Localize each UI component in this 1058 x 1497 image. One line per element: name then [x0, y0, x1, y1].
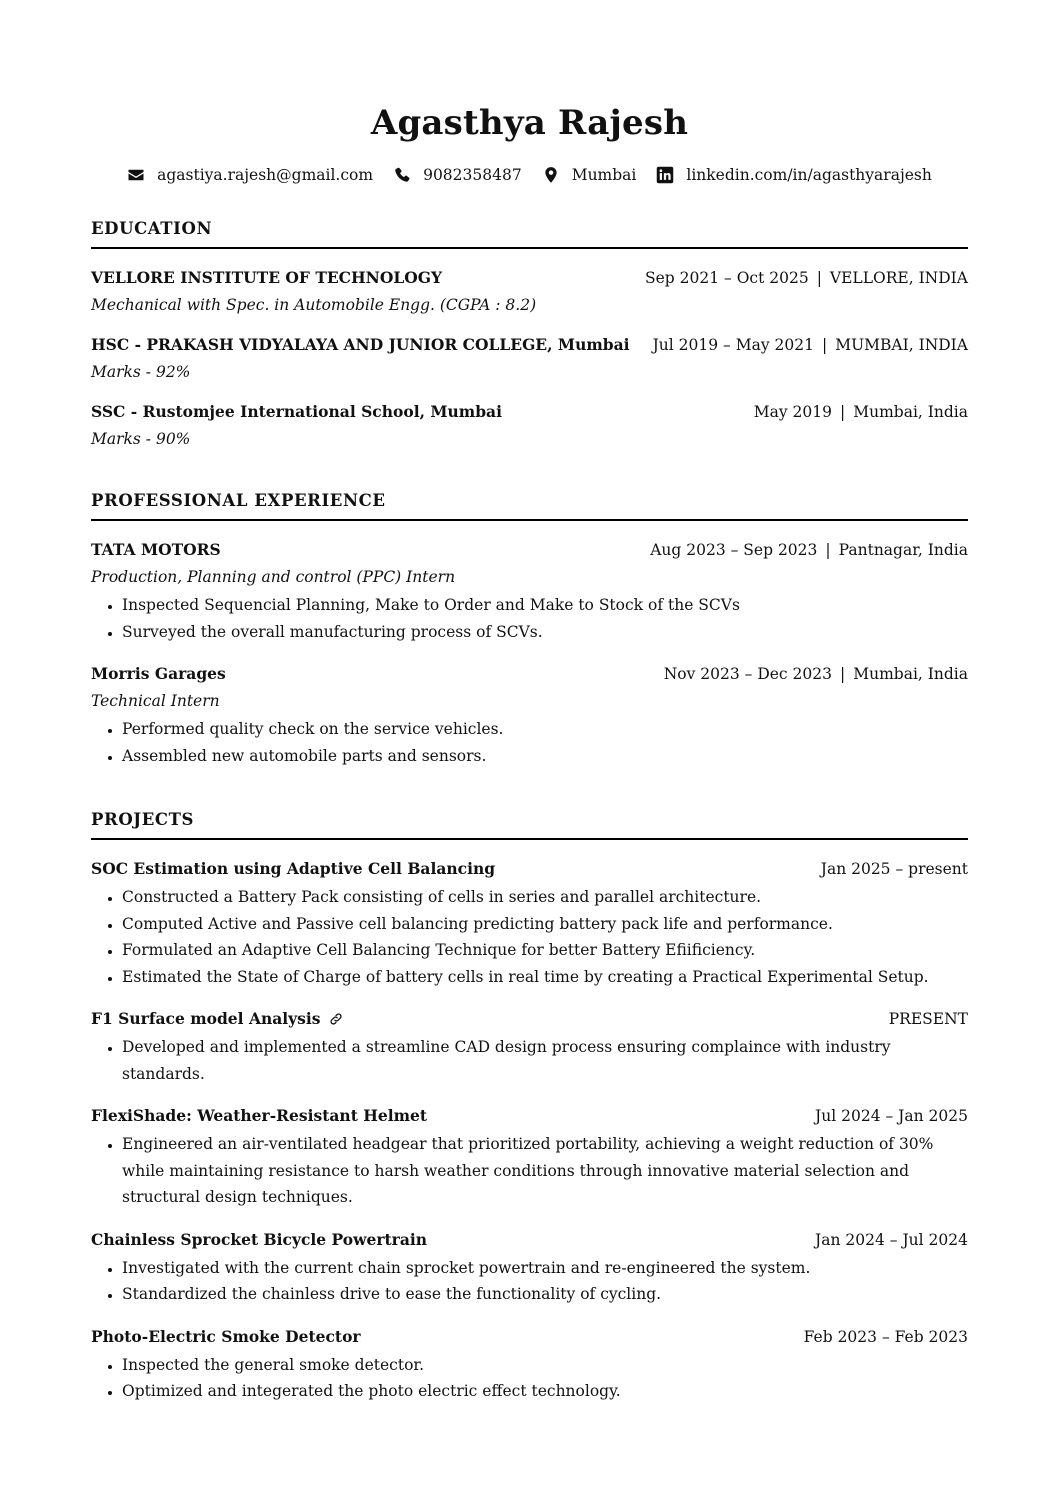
project-dates: Jan 2025 – present [820, 860, 968, 878]
contact-bar [91, 164, 968, 186]
list-item: • Formulated an Adaptive Cell Balancing Technique for better Battery Efiificiency. [122, 937, 968, 964]
project-bullets [91, 884, 968, 990]
experience-meta: Nov 2023 – Dec 2023 | Mumbai, India [663, 665, 968, 683]
education-meta: Jul 2019 – May 2021 | MUMBAI, INDIA [652, 336, 968, 354]
project-name: Photo-Electric Smoke Detector [91, 1326, 361, 1346]
list-item: • Assembled new automobile parts and sensors. [122, 743, 968, 770]
project-name: SOC Estimation using Adaptive Cell Balancing [91, 859, 496, 878]
project-dates: Jul 2024 – Jan 2025 [815, 1107, 968, 1125]
experience-role: Production, Planning and control (PPC) Intern [91, 568, 456, 586]
list-item: • Constructed a Battery Pack consisting of cells in series and parallel architecture. [122, 884, 968, 911]
list-item: • Inspected Sequencial Planning, Make to Order and Make to Stock of the SCVs [122, 592, 968, 619]
list-item: • Optimized and integerated the photo electric effect technology. [122, 1378, 968, 1405]
experience-section [91, 490, 968, 769]
project-bullets [91, 1352, 968, 1405]
link-icon[interactable] [329, 1012, 343, 1026]
list-item: • Estimated the State of Charge of battery cells in real time by creating a Practical Experimental Setup. [122, 964, 968, 991]
phone-icon [393, 166, 411, 184]
project-dates: PRESENT [888, 1010, 968, 1028]
education-detail: Mechanical with Spec. in Automobile Engg. (CGPA : 8.2) [91, 296, 537, 314]
project-name: FlexiShade: Weather-Resistant Helmet [91, 1106, 428, 1125]
project-bullets [91, 1034, 968, 1087]
list-item: • Developed and implemented a streamline CAD design process ensuring complaince with industry standards. [122, 1034, 968, 1087]
list-item: • Inspected the general smoke detector. [122, 1352, 968, 1379]
projects-section [91, 809, 968, 1405]
list-item: • Standardized the chainless drive to ease the functionality of cycling. [122, 1281, 968, 1308]
experience-bullets [91, 592, 968, 645]
project-dates: Feb 2023 – Feb 2023 [803, 1327, 968, 1346]
project-bullets [91, 1255, 968, 1308]
education-meta: Sep 2021 – Oct 2025 | VELLORE, INDIA [645, 269, 968, 287]
education-detail: Marks - 90% [91, 430, 191, 448]
experience-bullets [91, 716, 968, 769]
experience-entry [91, 539, 968, 645]
linkedin-text: linkedin.com/in/agasthyarajesh [686, 166, 932, 184]
projects-heading: PROJECTS [91, 809, 968, 840]
project-dates: Jan 2024 – Jul 2024 [815, 1230, 968, 1249]
project-name-link[interactable] [91, 1008, 343, 1030]
list-item: • Performed quality check on the service vehicles. [122, 716, 968, 743]
list-item: • Surveyed the overall manufacturing process of SCVs. [122, 619, 968, 646]
experience-role: Technical Intern [91, 692, 220, 710]
education-institution: SSC - Rustomjee International School, Mumbai [91, 402, 502, 421]
project-entry [91, 1008, 968, 1087]
education-section [91, 218, 968, 450]
list-item: • Engineered an air-ventilated headgear that prioritized portability, achieving a weight reduction of 30% while maintaining resistance to harsh weather conditions through innovative material selection and structural design techniques. [122, 1131, 968, 1211]
education-heading: EDUCATION [91, 218, 968, 249]
education-entry [91, 334, 968, 383]
email-text: agastiya.rajesh@gmail.com [157, 166, 374, 184]
project-entry [91, 858, 968, 990]
project-entry [91, 1105, 968, 1211]
education-meta: May 2019 | Mumbai, India [753, 403, 968, 421]
location-pin-icon [542, 166, 560, 184]
education-entry [91, 401, 968, 450]
contact-phone[interactable] [393, 164, 522, 186]
project-entry [91, 1229, 968, 1308]
location-text: Mumbai [571, 166, 637, 184]
experience-company: TATA MOTORS [91, 540, 221, 559]
education-detail: Marks - 92% [91, 363, 191, 381]
education-institution: VELLORE INSTITUTE OF TECHNOLOGY [91, 268, 443, 287]
resume-name: Agasthya Rajesh [370, 103, 689, 143]
experience-heading: PROFESSIONAL EXPERIENCE [91, 490, 968, 521]
resume-page [91, 100, 968, 1405]
email-icon [127, 166, 145, 184]
project-name: F1 Surface model Analysis [91, 1009, 321, 1028]
list-item: • Investigated with the current chain sprocket powertrain and re-engineered the system. [122, 1255, 968, 1282]
project-name: Chainless Sprocket Bicycle Powertrain [91, 1229, 428, 1249]
experience-meta: Aug 2023 – Sep 2023 | Pantnagar, India [650, 541, 968, 559]
project-bullets [91, 1131, 968, 1211]
education-institution: HSC - PRAKASH VIDYALAYA AND JUNIOR COLLEGE, Mumbai [91, 335, 630, 354]
contact-linkedin[interactable] [656, 164, 931, 186]
experience-entry [91, 663, 968, 769]
experience-company: Morris Garages [91, 664, 226, 683]
contact-email[interactable] [127, 164, 373, 186]
linkedin-icon [656, 166, 674, 184]
education-entry [91, 267, 968, 316]
contact-location [542, 164, 637, 186]
project-entry [91, 1326, 968, 1405]
phone-text: 9082358487 [423, 166, 522, 184]
list-item: • Computed Active and Passive cell balancing predicting battery pack life and performance. [122, 911, 968, 938]
